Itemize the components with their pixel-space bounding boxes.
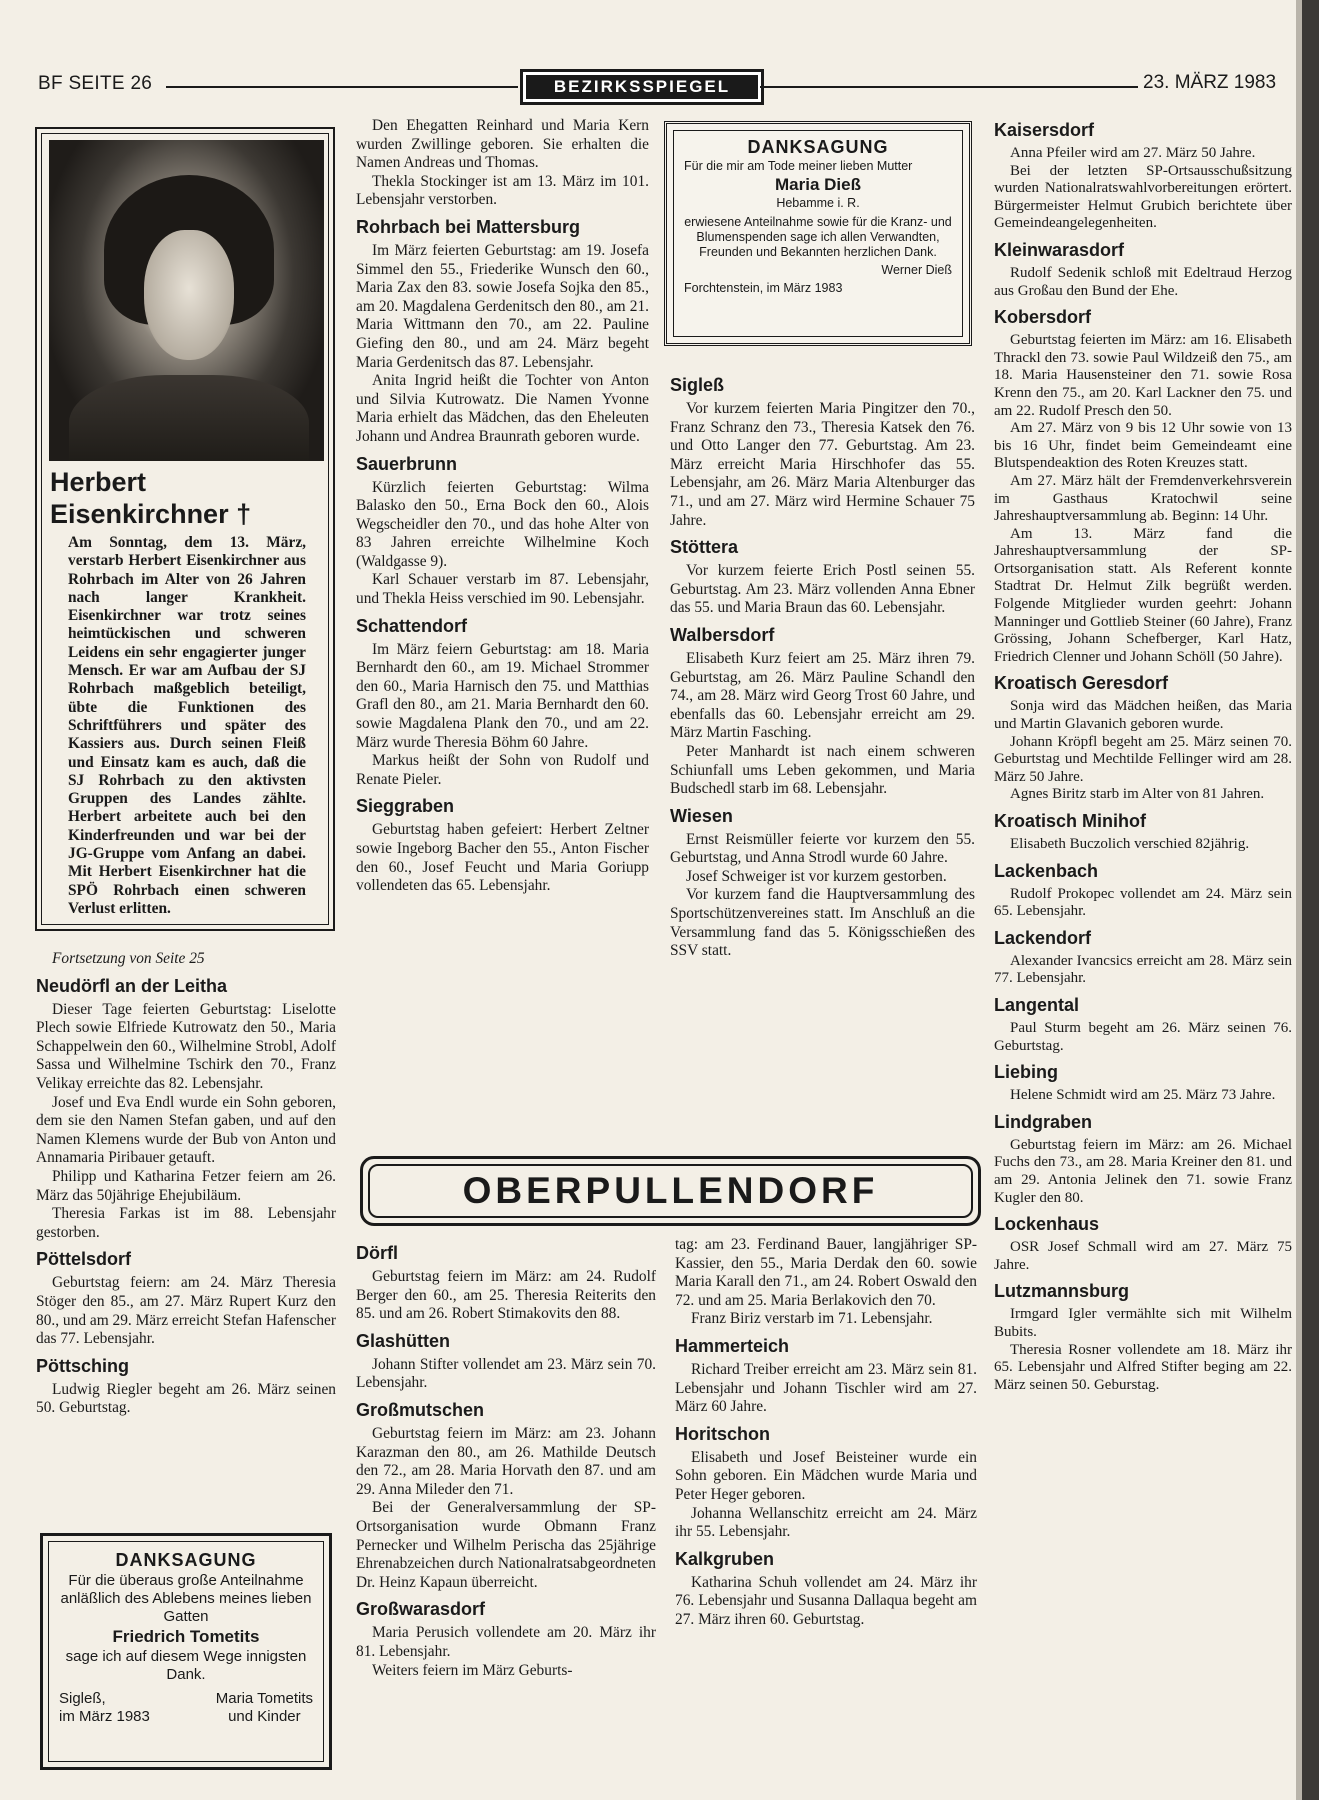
danksagung-text: Für die mir am Tode meiner lieben Mutter — [684, 159, 913, 173]
paragraph: OSR Josef Schmall wird am 27. März 75 Jahre. — [994, 1239, 1292, 1273]
district-banner — [360, 1156, 981, 1226]
paragraph: Johann Stifter vollendet am 23. März sein 70. Lebensjahr. — [356, 1355, 656, 1392]
district-title: OBERPULLENDORF — [368, 1164, 973, 1218]
section-heading: Sauerbrunn — [356, 453, 458, 474]
danksagung-title: DANKSAGUNG — [747, 137, 889, 157]
masthead-rule-right — [760, 86, 1138, 88]
section-heading: Lutzmannsburg — [994, 1281, 1129, 1302]
portrait-photo — [49, 140, 324, 461]
section-heading: Kobersdorf — [994, 307, 1092, 328]
paragraph: Im März feierten Geburtstag: am 19. Josefa Simmel den 55., Friederike Wunsch den 60., Maria Zax den 83. sowie Josefa Sojka den 85., am 20. Magdalena Gerdenitsch den 80., am 21. Maria Wittmann den 70., am 22. Pauline Giefing den 80., und am 24. März begeht Maria Gerdenitsch das 87. Lebensjahr. — [356, 241, 649, 371]
continuation-note: Fortsetzung von Seite 25 — [52, 950, 205, 967]
section-heading: Kleinwarasdorf — [994, 239, 1125, 260]
paragraph: Bei der letzten SP-Ortsausschußsitzung wurden Nationalratswahlvorbereitungen erörtert. Bürgermeister Helmut Grubich berichtete über Gemeindeangelegenheiten. — [994, 162, 1292, 232]
section-heading: Horitschon — [675, 1423, 771, 1444]
danksagung-signature-2: und Kinder — [228, 1708, 301, 1725]
paragraph: Anita Ingrid heißt die Tochter von Anton und Silvia Kutrowatz. Die Namen Yvonne Maria erhielt das Mädchen, das den Eheleuten Johann und Andrea Braunrath geboren wurde. — [356, 372, 649, 445]
column-3 — [670, 368, 975, 961]
paragraph: Sonja wird das Mädchen heißen, das Maria und Martin Glavanich geboren wurde. — [994, 698, 1292, 733]
paragraph: Vor kurzem feierten Maria Pingitzer den 70., Franz Schranz den 73., Theresia Katsek den 76. und Otto Langer den 77. Geburtstag. Am 23. März erreicht Maria Hirschhofer das 55. Lebensjahr, am 26. März Maria Altenburger das 71., und am 27. März wird Hermine Schauer 75 Jahre. — [670, 400, 975, 529]
obituary-name: Herbert Eisenkirchner † — [50, 467, 252, 529]
paragraph: Irmgard Igler vermählte sich mit Wilhelm Bubits. — [994, 1306, 1292, 1340]
section-heading: Lackendorf — [994, 927, 1092, 948]
section-heading: Sigleß — [670, 375, 725, 395]
danksagung-date: im März 1983 — [59, 1708, 150, 1725]
section-heading: Sieggraben — [356, 796, 455, 817]
danksagung-signature: Werner Dieß — [881, 263, 952, 277]
paragraph: Helene Schmidt wird am 25. März 73 Jahre. — [1010, 1087, 1276, 1104]
danksagung-box — [664, 121, 972, 346]
column-2 — [356, 117, 649, 896]
paragraph: Geburtstag feiern im März: am 24. Rudolf Berger den 60., am 25. Theresia Reiterits den 85. und am 26. Robert Stimakovits den 88. — [356, 1268, 656, 1323]
paragraph: Kürzlich feierten Geburtstag: Wilma Balasko den 50., Erna Bock den 60., Alois Wegscheidler den 70., und das hohe Alter von 83 Jahren erreichte Wilhelmine Koch (Waldgasse 9). — [356, 478, 649, 570]
section-title: BEZIRKSSPIEGEL — [526, 75, 758, 99]
section-banner — [520, 69, 764, 105]
paragraph: Philipp und Katharina Fetzer feiern am 26. März das 50jährige Ehejubiläum. — [36, 1167, 336, 1204]
danksagung-place: Sigleß, — [59, 1690, 106, 1707]
paragraph: Peter Manhardt ist nach einem schweren Schiunfall ums Leben gekommen, und Maria Budschedl starb im 68. Lebensjahr. — [670, 742, 975, 798]
section-heading: Hammerteich — [675, 1335, 790, 1356]
paragraph: Geburtstag feiern: am 24. März Theresia Stöger den 85., am 27. März Rupert Kurz den 80., und am 29. März erreicht Stefan Hafenscher das 77. Lebensjahr. — [36, 1274, 336, 1348]
paragraph: Maria Perusich vollendete am 20. März ihr 81. Lebensjahr. — [356, 1624, 656, 1660]
paragraph: Vor kurzem fand die Hauptversammlung des Sportschützenvereines statt. Im Anschluß an die Versammlung fand das 5. Königsschießen des SSV statt. — [670, 886, 975, 960]
paragraph: Karl Schauer verstarb im 87. Lebensjahr, und Thekla Heiss verschied im 90. Lebensjahr. — [356, 571, 649, 608]
column-1 — [36, 950, 336, 1418]
paragraph: Elisabeth Kurz feiert am 25. März ihren 79. Geburtstag, am 26. März Pauline Schandl den 74., am 28. März wird Georg Trost 60 Jahre, und ebenfalls das 60. Lebensjahr erreicht am 29. März Martin Fasching. — [670, 649, 975, 742]
danksagung-name: Maria Dieß — [775, 175, 861, 194]
section-heading: Liebing — [994, 1062, 1058, 1083]
paragraph: Elisabeth und Josef Beisteiner wurde ein Sohn geboren. Ein Mädchen wurde Maria und Peter Heger geboren. — [675, 1448, 977, 1503]
danksagung-role: Hebamme i. R. — [776, 196, 860, 210]
paragraph: Weiters feiern im März Geburts- — [372, 1661, 573, 1679]
paragraph: Geburtstag feiern im März: am 26. Michael Fuchs den 73., am 28. Maria Kreiner den 81. und am 29. Antonia Jelinek den 71. sowie Franz Kugler den 80. — [994, 1136, 1292, 1206]
paragraph: Am 27. März hält der Fremdenverkehrsverein im Gasthaus Kratochwil seine Jahreshauptversammlung ab. Beginn: 14 Uhr. — [994, 472, 1292, 525]
masthead-rule-left — [166, 86, 518, 88]
obituary-box — [35, 127, 335, 931]
section-heading: Großwarasdorf — [356, 1599, 486, 1620]
danksagung-title: DANKSAGUNG — [115, 1550, 257, 1570]
section-heading: Kaisersdorf — [994, 120, 1095, 140]
danksagung-signature: Maria Tometits — [215, 1690, 313, 1707]
paragraph: Richard Treiber erreicht am 23. März sein 81. Lebensjahr und Johann Tischler wird am 27. März 60 Jahre. — [675, 1360, 977, 1416]
page-edge — [1302, 0, 1319, 1800]
danksagung-text2: sage ich auf diesem Wege innigsten Dank. — [65, 1648, 307, 1683]
danksagung-text2: erwiesene Anteilnahme sowie für die Kranz- und Blumenspenden sage ich allen Verwandten, Freunden und Bekannten herzlichen Dank. — [684, 215, 952, 259]
section-heading: Großmutschen — [356, 1399, 485, 1420]
section-heading: Lindgraben — [994, 1111, 1092, 1132]
paragraph: Ludwig Riegler begeht am 26. März seinen 50. Geburtstag. — [36, 1380, 336, 1417]
paragraph: Am 27. März von 9 bis 12 Uhr sowie von 13 bis 16 Uhr, findet beim Gemeindeamt eine Blutspendeaktion des Roten Kreuzes statt. — [994, 420, 1292, 472]
paragraph: Katharina Schuh vollendet am 24. März ihr 76. Lebensjahr und Susanna Dallaqua begeht am 27. März ihren 60. Geburtstag. — [675, 1573, 977, 1628]
paragraph: Rudolf Sedenik schloß mit Edeltraud Herzog aus Großau den Bund der Ehe. — [994, 264, 1292, 299]
section-heading: Kroatisch Minihof — [994, 811, 1146, 831]
issue-date: 23. MÄRZ 1983 — [1143, 72, 1277, 93]
section-heading: Walbersdorf — [670, 624, 775, 645]
paragraph: tag: am 23. Ferdinand Bauer, langjähriger SP-Kassier, den 55., Maria Derdak den 60. sowie Maria Karall den 71., am 24. Robert Oswald den 72. und am 25. Maria Berlakovich den 70. — [675, 1236, 977, 1309]
paragraph: Geburtstag haben gefeiert: Herbert Zeltner sowie Ingeborg Bacher den 55., Anton Fischer den 60., Josef Feucht und Maria Goriupp vollendeten das 65. Lebensjahr. — [356, 821, 649, 895]
paragraph: Josef Schweiger ist vor kurzem gestorben. — [686, 867, 947, 885]
danksagung-name: Friedrich Tometits — [112, 1627, 260, 1646]
section-heading: Rohrbach bei Mattersburg — [356, 216, 581, 237]
danksagung-text: Für die überaus große Anteilnahme anläßlich des Ablebens meines lieben Gatten — [60, 1572, 312, 1625]
section-heading: Neudörfl an der Leitha — [36, 975, 228, 996]
paragraph: Ernst Reismüller feierte vor kurzem den 55. Geburtstag, und Anna Strodl wurde 60 Jahre. — [670, 830, 975, 867]
paragraph: Geburtstag feiern im März: am 23. Johann Karazman den 80., am 26. Mathilde Deutsch den 72., am 28. Maria Horvath den 87. und am 29. Anna Mileder den 71. — [356, 1424, 656, 1498]
section-heading: Pöttelsdorf — [36, 1249, 132, 1270]
paragraph: Dieser Tage feierten Geburtstag: Liselotte Plech sowie Elfriede Kutrowatz den 50., Maria Schappelwein den 60., Wilhelmine Strobl, Adolf Sassa und Wilhelmine Tschirk den 70., Franz Velikay erreichte das 82. Lebensjahr. — [36, 1000, 336, 1092]
section-heading: Lockenhaus — [994, 1214, 1100, 1235]
paragraph: Thekla Stockinger ist am 13. März im 101. Lebensjahr verstorben. — [356, 172, 649, 209]
paragraph: Franz Biriz verstarb im 71. Lebensjahr. — [691, 1310, 933, 1328]
danksagung-place: Forchtenstein, im März 1983 — [684, 281, 843, 295]
column-4 — [994, 113, 1292, 1394]
section-heading: Kroatisch Geresdorf — [994, 673, 1169, 694]
paragraph: Agnes Biritz starb im Alter von 81 Jahren. — [1010, 786, 1265, 803]
paragraph: Alexander Ivancsics erreicht am 28. März sein 77. Lebensjahr. — [994, 952, 1292, 987]
section-heading: Kalkgruben — [675, 1548, 775, 1569]
paragraph: Vor kurzem feierte Erich Postl seinen 55. Geburtstag. Am 23. März vollenden Anna Ebner das 55. und Maria Braun das 60. Lebensjahr. — [670, 562, 975, 617]
paragraph: Anna Pfeiler wird am 27. März 50 Jahre. — [1010, 145, 1256, 161]
paragraph: Johann Kröpfl begeht am 25. März seinen 70. Geburtstag und Mechtilde Fellinger wird am 28. März 50 Jahre. — [994, 733, 1292, 785]
section-heading: Wiesen — [670, 805, 733, 826]
danksagung-box — [40, 1533, 332, 1770]
page-label: BF SEITE 26 — [38, 73, 153, 94]
column-6 — [675, 1236, 977, 1630]
paragraph: Am 13. März fand die Jahreshauptversammlung der SP-Ortsorganisation statt. Als Referent konnte Stadtrat Dr. Helmut Zilk begrüßt werden. Folgende Mitglieder wurden geehrt: Johann Manninger und Gottlieb Steiner (60 Jahre), Franz Grössing, Johann Schefberger, Karl Hatz, Friedrich Clenner und Johann Schöll (50 Jahre). — [994, 525, 1292, 665]
paragraph: Den Ehegatten Reinhard und Maria Kern wurden Zwillinge geboren. Sie erhalten die Namen Andreas und Thomas. — [356, 117, 649, 172]
paragraph: Paul Sturm begeht am 26. März seinen 76. Geburtstag. — [994, 1019, 1292, 1054]
paragraph: Theresia Rosner vollendete am 18. März ihr 65. Lebensjahr und Alfred Stifter beging am 22. März seinen 50. Geburstag. — [994, 1341, 1292, 1393]
paragraph: Theresia Farkas ist im 88. Lebensjahr gestorben. — [36, 1205, 336, 1241]
section-heading: Lackenbach — [994, 860, 1099, 881]
section-heading: Glashütten — [356, 1330, 451, 1351]
obituary-text: Am Sonntag, dem 13. März, verstarb Herbert Eisenkirchner aus Rohrbach im Alter von 26 Jahren nach langer Krankheit. Eisenkirchner war trotz seines heimtückischen und schweren Leidens ein sehr engagierter junger Mensch. Er war am Aufbau der SJ Rohrbach maßgeblich beteiligt, übte die Funktionen des Schriftführers und später des Kassiers aus. Durch seinen Fleiß und Einsatz kam es auch, daß die SJ Rohrbach zu den aktivsten Gruppen des Landes zählte. Herbert arbeitete auch bei den Kinderfreunden und war bei der JG-Gruppe vom Anfang an dabei. Mit Herbert Eisenkirchner hat die SPÖ Rohrbach einen schweren Verlust erlitten. — [68, 534, 306, 917]
paragraph: Johanna Wellanschitz erreicht am 24. März ihr 55. Lebensjahr. — [675, 1504, 977, 1541]
section-heading: Dörfl — [356, 1243, 398, 1263]
paragraph: Rudolf Prokopec vollendet am 24. März sein 65. Lebensjahr. — [994, 885, 1292, 920]
paragraph: Bei der Generalversammlung der SP-Ortsorganisation wurde Obmann Franz Pernecker und Wilhelm Perischa das 25jährige Ehrenabzeichen durch Nationalratsabgeordneten Dr. Heinz Kapaun überreicht. — [356, 1499, 656, 1591]
section-heading: Stöttera — [670, 537, 739, 558]
section-heading: Pöttsching — [36, 1355, 129, 1376]
paragraph: Markus heißt der Sohn von Rudolf und Renate Pieler. — [356, 752, 649, 788]
column-5 — [356, 1236, 656, 1680]
section-heading: Langental — [994, 994, 1080, 1015]
paragraph: Josef und Eva Endl wurde ein Sohn geboren, dem sie den Namen Stefan gaben, und auf den Namen Klemens wurde der Bub von Anton und Annamaria Piribauer getauft. — [36, 1093, 336, 1167]
paragraph: Geburtstag feierten im März: am 16. Elisabeth Thrackl den 73. sowie Paul Wildzeiß den 75., am 18. Maria Hausensteiner den 71. sowie Rosa Krenn den 75., am 20. Karl Lackner den 75. und am 22. Rudolf Presch den 50. — [994, 332, 1292, 419]
paragraph: Elisabeth Buczolich verschied 82jährig. — [1010, 836, 1250, 852]
paragraph: Im März feiern Geburtstag: am 18. Maria Bernhardt den 60., am 19. Michael Strommer den 60., Maria Harnisch den 75. und Matthias Grafl den 80., am 21. Maria Bernhardt den 60. sowie Magdalena Plank den 70., und am 22. März wurde Theresia Böhm 60 Jahre. — [356, 640, 649, 751]
section-heading: Schattendorf — [356, 615, 468, 636]
